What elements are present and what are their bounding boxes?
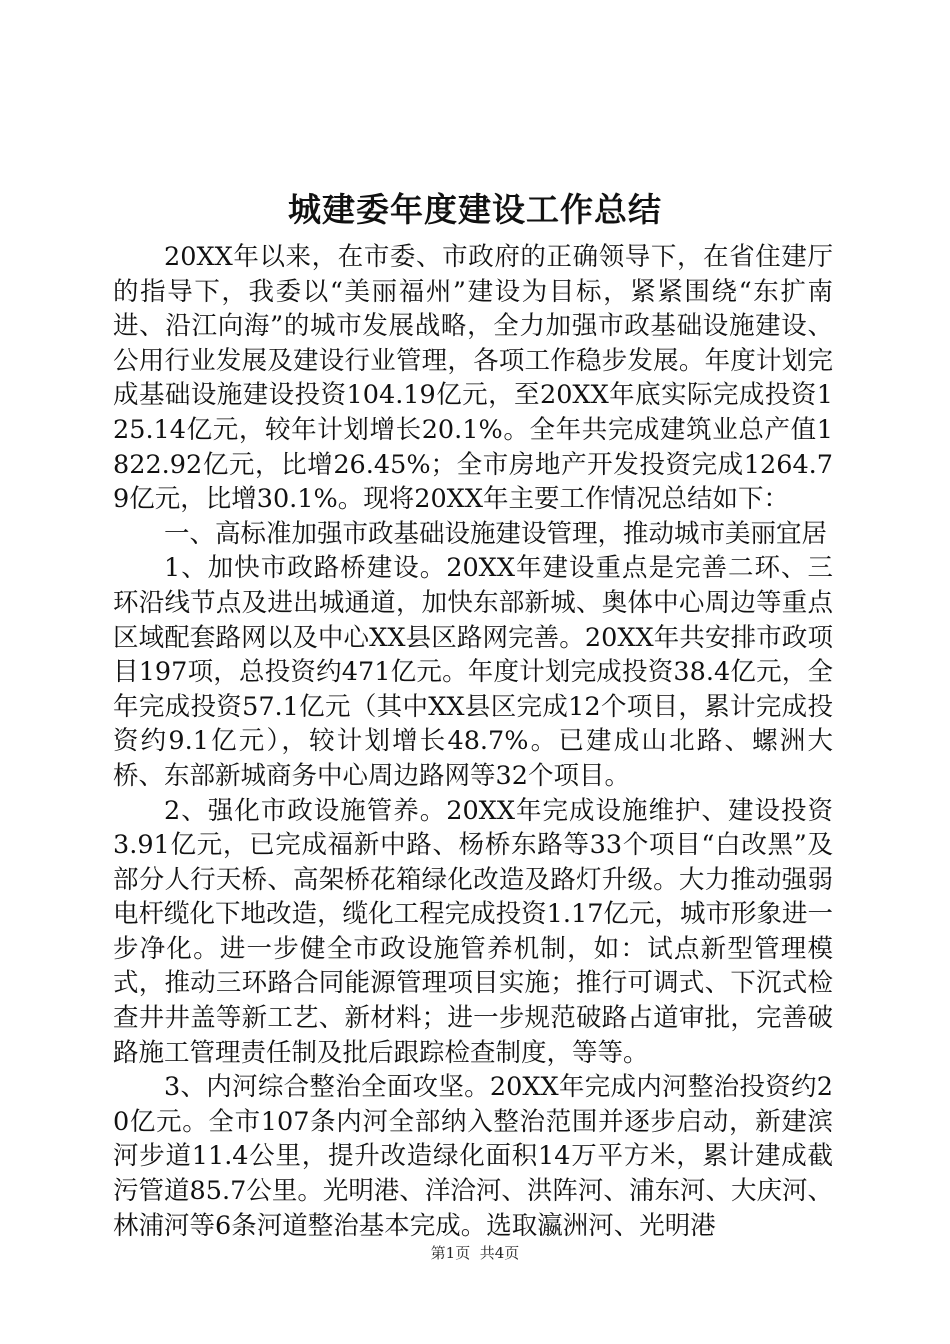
document-body xyxy=(113,240,833,1243)
paragraph-intro: 20XX年以来，在市委、市政府的正确领导下，在省住建厅的指导下，我委以“美丽福州”建设为目标，紧紧围绕“东扩南进、沿江向海”的城市发展战略，全力加强市政基础设施建设、公用行业发展及建设行业管理，各项工作稳步发展。年度计划完成基础设施建设投资104.19亿元，至20XX年底实际完成投资125.14亿元，较年计划增长20.1%。全年共完成建筑业总产值1822.92亿元，比增26.45%；全市房地产开发投资完成1264.79亿元，比增30.1%。现将20XX年主要工作情况总结如下： xyxy=(113,242,833,515)
footer-separator xyxy=(470,1244,480,1262)
page-total: 共4页 xyxy=(479,1244,520,1262)
section-heading-1: 一、高标准加强市政基础设施建设管理，推动城市美丽宜居 xyxy=(164,518,828,549)
page-footer xyxy=(0,1242,950,1264)
page-number: 第1页 xyxy=(430,1244,471,1262)
document-title: 城建委年度建设工作总结 xyxy=(288,190,662,229)
paragraph-item-1: 1、加快市政路桥建设。20XX年建设重点是完善二环、三环沿线节点及进出城通道，加快东部新城、奥体中心周边等重点区域配套路网以及中心XX县区路网完善。20XX年共安排市政项目197项，总投资约471亿元。年度计划完成投资38.4亿元，全年完成投资57.1亿元（其中XX县区完成12个项目，累计完成投资约9.1亿元），较计划增长48.7%。已建成山北路、螺洲大桥、东部新城商务中心周边路网等32个项目。 xyxy=(113,553,833,791)
paragraph-item-3: 3、内河综合整治全面攻坚。20XX年完成内河整治投资约20亿元。全市107条内河全部纳入整治范围并逐步启动，新建滨河步道11.4公里，提升改造绿化面积14万平方米，累计建成截污管道85.7公里。光明港、洋洽河、洪阵河、浦东河、大庆河、林浦河等6条河道整治基本完成。选取瀛洲河、光明港 xyxy=(113,1072,833,1241)
paragraph-item-2: 2、强化市政设施管养。20XX年完成设施维护、建设投资3.91亿元，已完成福新中路、杨桥东路等33个项目“白改黑”及部分人行天桥、高架桥花箱绿化改造及路灯升级。大力推动强弱电杆缆化下地改造，缆化工程完成投资1.17亿元，城市形象进一步净化。进一步健全市政设施管养机制，如：试点新型管理模式，推动三环路合同能源管理项目实施；推行可调式、下沉式检查井井盖等新工艺、新材料；进一步规范破路占道审批，完善破路施工管理责任制及批后跟踪检查制度，等等。 xyxy=(113,795,833,1068)
